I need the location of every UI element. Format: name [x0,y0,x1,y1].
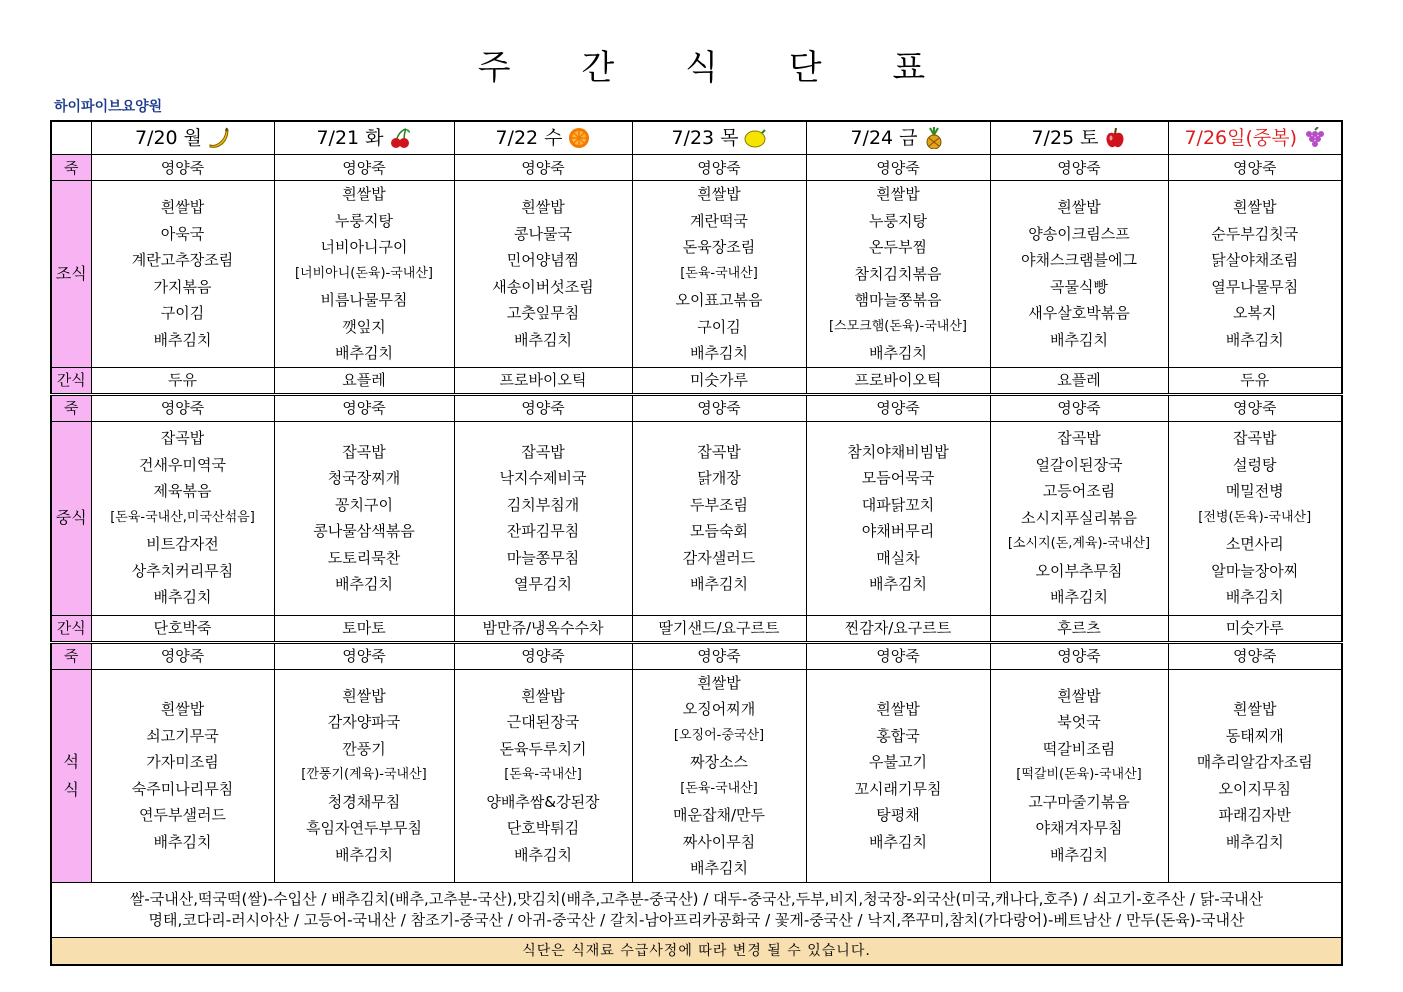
menu-item: 단호박튀김 [506,819,580,838]
menu-item: 모듬숙회 [690,522,748,540]
meal-cell [632,669,806,882]
menu-item: 흰쌀밥 [1057,198,1101,217]
menu-item: 우불고기 [869,753,927,771]
menu-item: [돈육-국내산,미국산섞음] [110,509,255,525]
breakfast-porridge-row [51,155,1342,181]
menu-item: 배추김치 [335,575,393,593]
day-header [91,121,274,155]
menu-item: 햄마늘쫑볶음 [854,291,942,309]
menu-cell: 토마토 [274,615,454,642]
menu-item: [전병(돈육)-국내산] [1198,509,1312,525]
meal-cell [1168,669,1342,882]
menu-item: 흑임자연두부무침 [306,819,422,838]
menu-item: 배추김치 [1225,832,1284,851]
day-label: 7/20 월 [134,126,203,149]
menu-item: 짜사이무침 [682,832,756,851]
meal-cell [806,669,990,882]
menu-cell: 밤만쥬/냉옥수수차 [454,615,632,642]
menu-cell: 영양죽 [632,642,806,669]
meal-cell [1168,421,1342,615]
menu-item: 파래김자반 [1218,806,1291,824]
menu-item: 소시지푸실리볶음 [1021,508,1137,527]
menu-item: 매추리알감자조림 [1196,753,1313,771]
menu-item: 배추김치 [514,845,572,864]
menu-item: 배추김치 [153,330,212,349]
day-header [632,121,806,155]
corner-cell [51,121,91,155]
meal-cell [806,181,990,368]
menu-item: 모듬어묵국 [861,469,935,487]
menu-cell: 영양죽 [990,155,1168,181]
menu-cell: 영양죽 [91,155,274,181]
weekly-menu-table [50,120,1343,966]
menu-item: 매실차 [876,548,920,567]
menu-item: 도토리묵찬 [327,548,401,567]
menu-cell: 프로바이오틱 [806,367,990,394]
menu-cell: 영양죽 [454,642,632,669]
meal-cell [990,669,1168,882]
meal-cell [91,421,274,615]
day-header [806,121,990,155]
menu-item: 홍합국 [876,726,920,745]
menu-item: 김치부침개 [506,495,580,514]
menu-item: 낙지수제비국 [499,469,587,487]
day-label: 7/22 수 [495,126,563,149]
dinner-row [51,669,1342,882]
menu-cell: 미숫가루 [1168,615,1342,642]
menu-item: 열무나물무침 [1211,277,1299,296]
meal-cell [91,181,274,368]
menu-item: 비름나물무침 [320,291,408,309]
day-label: 7/21 화 [316,126,384,149]
menu-item: 새우살호박볶음 [1028,304,1130,323]
menu-item: 잔파김무침 [506,522,580,540]
menu-cell: 영양죽 [274,155,454,181]
menu-cell: 단호박죽 [91,615,274,642]
menu-item: 아욱국 [160,224,205,243]
apple-icon [1103,127,1127,149]
day-label: 7/23 목 [671,126,739,149]
menu-item: 잡곡밥 [521,442,565,461]
menu-cell: 영양죽 [806,155,990,181]
menu-item: 배추김치 [1050,845,1108,864]
menu-item: 민어양념찜 [506,251,580,270]
dinner-label [51,669,91,882]
menu-item: 잡곡밥 [1057,429,1101,448]
menu-item: 깻잎지 [342,317,386,336]
meal-cell [274,669,454,882]
menu-item: 고구마줄기볶음 [1028,792,1130,811]
menu-item: 구이김 [160,304,205,323]
origin-line: 쌀-국내산,떡국떡(쌀)-수입산 / 배추김치(배추,고추분-국산),맛김치(배추,고추분-중국산) / 대두-중국산,두부,비지,청국장-외국산(미국,캐나다,호주) / 쇠고기-호주산 / 닭-국내산 [129,889,1264,908]
menu-item: 콩나물국 [514,224,572,243]
menu-item: 배추김치 [1225,330,1284,349]
menu-item: 얼갈이된장국 [1035,455,1123,474]
menu-cell: 미숫가루 [632,367,806,394]
menu-cell: 영양죽 [990,394,1168,421]
menu-item: 설렁탕 [1233,455,1277,474]
menu-item: 알마늘장아찌 [1211,561,1299,580]
snack-label: 간식 [51,615,91,642]
menu-item: 누룽지탕 [869,211,927,230]
day-header [274,121,454,155]
menu-item: 감자샐러드 [682,548,756,567]
dinner-label-second: 식 [63,779,79,799]
page-title: 주 간 식 단 표 [477,48,956,88]
menu-cell: 영양죽 [632,394,806,421]
day-header [990,121,1168,155]
meal-cell [454,421,632,615]
menu-item: 배추김치 [869,575,927,593]
menu-item: 계란떡국 [690,211,748,230]
menu-item: 야채겨자무침 [1035,819,1123,838]
lemon-icon [743,127,767,149]
day-header [1168,121,1342,155]
menu-item: 배추김치 [869,344,927,362]
origin-row [51,882,1342,937]
menu-cell: 요플레 [274,367,454,394]
meal-cell [806,421,990,615]
menu-item: 배추김치 [1050,330,1108,349]
menu-item: 청국장찌개 [327,469,401,487]
orange-icon [567,127,591,149]
menu-item: 너비아니구이 [320,238,408,256]
breakfast-label: 조식 [51,181,91,368]
day-label: 7/24 금 [850,126,918,149]
menu-item: 새송이버섯조림 [492,277,594,296]
meal-cell [990,421,1168,615]
menu-item: 고춧잎무침 [506,304,580,323]
menu-item: 양배추쌈&강된장 [486,792,600,811]
menu-cell: 영양죽 [1168,155,1342,181]
lunch-row [51,421,1342,615]
menu-item: 배추김치 [514,330,572,349]
menu-item: [소시지(돈,계육)-국내산] [1007,536,1151,552]
menu-item: 참치김치볶음 [854,264,942,283]
menu-item: 흰쌀밥 [876,700,920,718]
menu-cell: 영양죽 [806,394,990,421]
menu-item: 열무김치 [514,575,572,593]
menu-item: 흰쌀밥 [876,185,920,203]
menu-item: 흰쌀밥 [1233,700,1277,718]
menu-item: 흰쌀밥 [521,198,565,217]
menu-cell: 두유 [91,367,274,394]
menu-item: 상추치커리무침 [131,561,234,580]
menu-cell: 영양죽 [454,155,632,181]
lunch-label: 중식 [51,421,91,615]
menu-item: 흰쌀밥 [1233,198,1277,217]
snack2-row [51,615,1342,642]
menu-cell: 영양죽 [91,394,274,421]
menu-item: 흰쌀밥 [160,700,205,718]
menu-item: 순두부김칫국 [1211,224,1299,243]
day-header [454,121,632,155]
menu-item: 마늘쫑무침 [506,548,580,567]
menu-cell: 영양죽 [91,642,274,669]
menu-item: 소면사리 [1225,535,1284,554]
pineapple-icon [922,127,946,149]
menu-cell: 찐감자/요구르트 [806,615,990,642]
menu-item: 닭살야채조림 [1211,251,1299,270]
menu-item: 누룽지탕 [335,211,393,230]
menu-item: 떡갈비조림 [1042,739,1116,758]
menu-item: 잡곡밥 [1233,429,1277,448]
menu-item: 꽁치구이 [335,495,393,514]
menu-cell: 후르츠 [990,615,1168,642]
menu-item: [너비아니(돈육)-국내산] [294,265,433,281]
menu-item: 배추김치 [869,832,927,851]
menu-item: [떡갈비(돈육)-국내산] [1016,767,1142,783]
dinner-label-first: 석 [63,751,79,771]
menu-cell: 영양죽 [454,394,632,421]
porridge-label: 죽 [51,155,91,181]
menu-item: 오이지무침 [1218,779,1291,798]
porridge-label: 죽 [51,642,91,669]
menu-item: 가자미조림 [146,753,219,771]
menu-item: 꼬시래기무침 [854,779,942,798]
menu-cell: 요플레 [990,367,1168,394]
menu-item: 배추김치 [1225,588,1284,607]
grape-icon [1301,127,1325,149]
menu-cell: 영양죽 [1168,642,1342,669]
menu-item: 숙주미나리무침 [131,779,234,798]
snack-label: 간식 [51,367,91,394]
menu-item: 탕평채 [876,806,920,824]
menu-item: 구이김 [697,317,741,336]
menu-item: 배추김치 [153,588,212,607]
menu-item: 배추김치 [690,344,748,362]
notice-text: 식단은 식재료 수급사정에 따라 변경 될 수 있습니다. [51,937,1342,965]
menu-item: 오이표고볶음 [675,291,763,309]
menu-cell: 영양죽 [990,642,1168,669]
menu-item: 흰쌀밥 [342,686,386,705]
menu-item: 동태찌개 [1225,726,1284,745]
menu-item: [깐풍기(계육)-국내산] [301,767,427,783]
menu-item: 가지볶음 [153,277,212,296]
day-header-row [51,121,1342,155]
meal-cell [990,181,1168,368]
menu-item: [돈육-국내산] [680,265,758,281]
menu-cell: 영양죽 [806,642,990,669]
menu-item: 참치야채비빔밥 [847,442,949,461]
menu-item: 고등어조림 [1042,482,1116,501]
meal-cell [632,181,806,368]
menu-item: 계란고추장조림 [131,251,234,270]
menu-item: 배추김치 [1050,588,1108,607]
menu-item: 야채스크램블에그 [1021,251,1137,270]
menu-item: 콩나물삼색볶음 [313,522,415,540]
menu-item: 오이부추무침 [1035,561,1123,580]
snack1-row [51,367,1342,394]
menu-item: 근대된장국 [506,713,580,732]
menu-cell: 프로바이오틱 [454,367,632,394]
menu-item: 흰쌀밥 [521,686,565,705]
menu-item: 배추김치 [335,845,393,864]
organization-name: 하이파이브요양원 [54,99,163,115]
menu-item: 오복지 [1233,304,1277,323]
menu-item: 흰쌀밥 [1057,686,1101,705]
menu-item: 북엇국 [1057,713,1101,732]
menu-item: 오징어찌개 [682,700,756,718]
menu-item: 연두부샐러드 [139,806,226,824]
menu-cell: 딸기샌드/요구르트 [632,615,806,642]
menu-item: 깐풍기 [342,739,386,758]
menu-cell: 영양죽 [632,155,806,181]
origin-info [51,882,1342,937]
menu-item: 야채버무리 [861,522,935,540]
menu-item: 감자양파국 [327,713,401,732]
meal-cell [454,669,632,882]
menu-cell: 영양죽 [274,394,454,421]
menu-item: 잡곡밥 [697,442,741,461]
meal-cell [274,421,454,615]
menu-item: 배추김치 [153,832,212,851]
menu-item: 흰쌀밥 [697,673,741,692]
meal-cell [274,181,454,368]
menu-item: 배추김치 [690,575,748,593]
menu-item: 짜장소스 [690,753,748,771]
menu-item: 잡곡밥 [160,429,205,448]
menu-item: 제육볶음 [153,482,212,501]
cherry-icon [388,127,412,149]
meal-cell [632,421,806,615]
menu-item: 흰쌀밥 [342,185,386,203]
menu-item: 건새우미역국 [139,455,226,474]
breakfast-row [51,181,1342,368]
menu-item: 메밀전병 [1225,482,1284,501]
meal-cell [454,181,632,368]
dinner-porridge-row [51,642,1342,669]
menu-item: 온두부찜 [869,238,927,256]
menu-item: 돈육두루치기 [499,739,587,758]
origin-line: 명태,코다리-러시아산 / 고등어-국내산 / 참조기-중국산 / 아귀-중국산 / 갈치-남아프리카공화국 / 꽃게-중국산 / 낙지,쭈꾸미,참치(가다랑어)-베트남산 / 만두(돈육)-국내산 [148,910,1245,929]
menu-item: 매운잡채/만두 [673,806,765,824]
menu-item: 배추김치 [690,859,748,877]
meal-cell [91,669,274,882]
menu-item: 흰쌀밥 [160,198,205,217]
menu-item: [돈육-국내산] [680,780,758,796]
menu-item: 닭개장 [697,469,741,487]
menu-item: 흰쌀밥 [697,185,741,203]
menu-item: 대파닭꼬치 [861,495,935,514]
menu-item: 돈육장조림 [682,238,756,256]
menu-item: [스모크햄(돈육)-국내산] [828,318,967,334]
banana-icon [206,127,230,149]
menu-item: 양송이크림스프 [1028,224,1130,243]
notice-row [51,937,1342,965]
menu-item: 배추김치 [335,344,393,362]
menu-item: [오징어-중국산] [673,727,765,743]
menu-item: 곡물식빵 [1050,277,1108,296]
menu-item: 청경채무침 [327,792,401,811]
menu-item: 비트감자전 [146,535,219,554]
day-label: 7/26일(중복) [1184,126,1298,149]
menu-item: 두부조림 [690,495,748,514]
menu-cell: 두유 [1168,367,1342,394]
menu-item: [돈육-국내산] [504,767,582,783]
porridge-label: 죽 [51,394,91,421]
menu-cell: 영양죽 [274,642,454,669]
lunch-porridge-row [51,394,1342,421]
menu-cell: 영양죽 [1168,394,1342,421]
meal-cell [1168,181,1342,368]
day-label: 7/25 토 [1031,126,1099,149]
menu-item: 잡곡밥 [342,442,386,461]
menu-item: 쇠고기무국 [146,726,219,745]
